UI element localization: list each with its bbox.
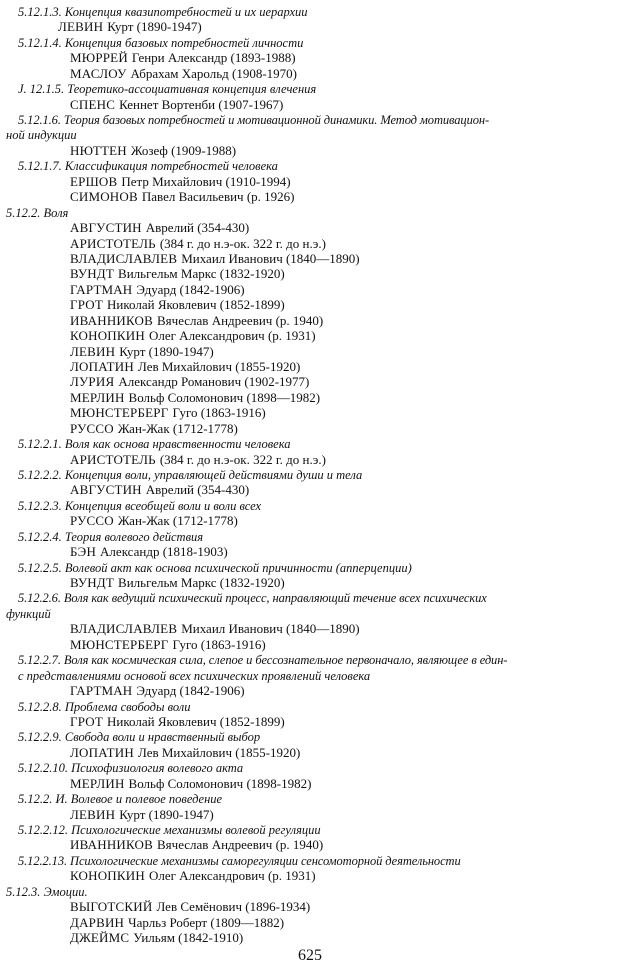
person-surname: МЕРЛИН: [70, 390, 125, 405]
person-details: Эдуард (1842-1906): [136, 282, 245, 297]
person-details: Вильгельм Маркс (1832-1920): [118, 575, 285, 590]
person-entry: [70, 189, 294, 205]
person-entry: [70, 544, 228, 560]
person-details: Чарльз Роберт (1809—1882): [128, 915, 285, 930]
person-surname: МЮНСТЕРБЕРГ: [70, 637, 169, 652]
person-details: Жан-Жак (1712-1778): [117, 421, 238, 436]
person-details: Александр Романович (1902-1977): [118, 374, 310, 389]
person-details: Вильгельм Маркс (1832-1920): [118, 266, 285, 281]
person-surname: КОНОПКИН: [70, 868, 145, 883]
person-entry: [70, 915, 284, 931]
person-surname: ВУНДТ: [70, 575, 115, 590]
person-details: (384 г. до н.э-ок. 322 г. до н.э.): [159, 236, 326, 251]
person-entry: [70, 637, 266, 653]
person-details: Николай Яковлевич (1852-1899): [107, 297, 285, 312]
person-details: Олег Александрович (р. 1931): [148, 868, 316, 883]
person-entry: [70, 266, 285, 282]
person-surname: ЛЕВИН: [70, 344, 116, 359]
person-entry: [70, 251, 360, 267]
section-heading: 5.12.2.3. Концепция всеобщей воли и воли всех: [18, 499, 262, 513]
person-entry: [70, 452, 326, 468]
person-details: Гуго (1863-1916): [172, 637, 266, 652]
person-surname: БЭН: [70, 544, 97, 559]
person-surname: АВГУСТИН: [70, 482, 142, 497]
person-details: Эдуард (1842-1906): [136, 683, 245, 698]
person-details: Курт (1890-1947): [119, 344, 214, 359]
person-entry: [70, 282, 245, 298]
person-entry: [70, 374, 309, 390]
person-entry: [70, 174, 291, 190]
person-entry: [70, 868, 316, 884]
person-entry: [58, 19, 202, 35]
person-details: Аврелий (354-430): [145, 482, 250, 497]
section-heading: 5.12.1.4. Концепция базовых потребностей личности: [18, 36, 304, 50]
person-entry: [70, 66, 297, 82]
section-heading: 5.12.1.7. Классификация потребностей человека: [18, 159, 278, 173]
person-entry: [70, 714, 285, 730]
section-heading: функций: [6, 607, 51, 621]
section-heading: 5.12.2.9. Свобода воли и нравственный выбор: [18, 730, 261, 744]
section-heading: 5.12.2. Воля: [6, 206, 69, 220]
person-entry: [70, 621, 360, 637]
person-surname: МАСЛОУ: [70, 66, 127, 81]
person-details: Кеннет Вортенби (1907-1967): [119, 97, 284, 112]
person-surname: ВЛАДИСЛАВЛЕВ: [70, 621, 178, 636]
person-surname: КОНОПКИН: [70, 328, 145, 343]
section-heading: с представлениями основой всех психических проявлений человека: [18, 669, 371, 683]
person-surname: МЮНСТЕРБЕРГ: [70, 405, 169, 420]
section-heading: 5.12.2.4. Теория волевого действия: [18, 530, 204, 544]
section-heading: 5.12.2.12. Психологические механизмы волевой регуляции: [18, 823, 321, 837]
section-heading: 5.12.2.6. Воля как ведущий психический процесс, направляющий течение всех психических: [18, 591, 487, 605]
person-surname: РУССО: [70, 513, 114, 528]
person-surname: ЛЕВИН: [70, 807, 116, 822]
person-surname: АРИСТОТЕЛЬ: [70, 236, 156, 251]
person-details: Лев Семёнович (1896-1934): [156, 899, 311, 914]
person-surname: ЛУРИЯ: [70, 374, 115, 389]
section-heading: 5.12.2.8. Проблема свободы воли: [18, 700, 191, 714]
section-heading: 5.12.2.13. Психологические механизмы саморегуляции сенсомоторной деятельности: [18, 854, 461, 868]
person-details: Вольф Соломонович (1898—1982): [128, 390, 321, 405]
person-details: Павел Васильевич (р. 1926): [141, 189, 295, 204]
person-details: Лев Михайлович (1855-1920): [137, 745, 301, 760]
person-surname: СПЕНС: [70, 97, 116, 112]
person-entry: [70, 930, 243, 946]
person-entry: [70, 807, 214, 823]
section-heading: 5.12.1.6. Теория базовых потребностей и мотивационной динамики. Метод мотивацион-: [18, 113, 490, 127]
person-entry: [70, 405, 266, 421]
section-heading: 5.12.2. И. Волевое и полевое поведение: [18, 792, 223, 806]
person-surname: ДАРВИН: [70, 915, 125, 930]
person-surname: ГАРТМАН: [70, 282, 133, 297]
person-surname: ЛОПАТИН: [70, 745, 134, 760]
person-surname: ГРОТ: [70, 297, 104, 312]
person-surname: АРИСТОТЕЛЬ: [70, 452, 156, 467]
person-details: Жан-Жак (1712-1778): [117, 513, 238, 528]
person-entry: [70, 390, 320, 406]
person-entry: [70, 837, 323, 853]
person-surname: НЮТТЕН: [70, 143, 127, 158]
person-surname: ГРОТ: [70, 714, 104, 729]
person-entry: [70, 220, 249, 236]
person-entry: [70, 513, 238, 529]
person-details: Александр (1818-1903): [100, 544, 228, 559]
person-surname: АВГУСТИН: [70, 220, 142, 235]
person-details: Аврелий (354-430): [145, 220, 250, 235]
person-entry: [70, 344, 214, 360]
section-heading: 5.12.1.3. Концепция квазипотребностей и их иерархии: [18, 5, 308, 19]
person-details: (384 г. до н.э-ок. 322 г. до н.э.): [159, 452, 326, 467]
person-entry: [70, 97, 283, 113]
person-details: Лев Михайлович (1855-1920): [137, 359, 301, 374]
person-surname: СИМОНОВ: [70, 189, 138, 204]
person-entry: [70, 50, 296, 66]
person-surname: МЕРЛИН: [70, 776, 125, 791]
person-surname: ДЖЕЙМС: [70, 930, 130, 945]
person-surname: ЛЕВИН: [58, 19, 104, 34]
section-heading: 5.12.2.1. Воля как основа нравственности человека: [18, 437, 291, 451]
person-entry: [70, 745, 300, 761]
person-details: Петр Михайлович (1910-1994): [121, 174, 291, 189]
person-surname: ГАРТМАН: [70, 683, 133, 698]
person-details: Гуго (1863-1916): [172, 405, 266, 420]
person-details: Михаил Иванович (1840—1890): [181, 251, 360, 266]
person-entry: [70, 313, 323, 329]
person-entry: [70, 683, 245, 699]
person-details: Вольф Соломонович (1898-1982): [128, 776, 312, 791]
section-heading: 5.12.2.2. Концепция воли, управляющей действиями души и тела: [18, 468, 363, 482]
person-surname: ВЫГОТСКИЙ: [70, 899, 153, 914]
person-details: Олег Александрович (р. 1931): [148, 328, 316, 343]
section-heading: 5.12.2.5. Волевой акт как основа психической причинности (апперцепции): [18, 561, 412, 575]
person-entry: [70, 776, 311, 792]
section-heading: 5.12.3. Эмоции.: [6, 885, 88, 899]
person-details: Курт (1890-1947): [107, 19, 202, 34]
person-details: Уильям (1842-1910): [133, 930, 244, 945]
person-details: Михаил Иванович (1840—1890): [181, 621, 360, 636]
person-surname: МЮРРЕЙ: [70, 50, 128, 65]
person-entry: [70, 482, 249, 498]
person-entry: [70, 143, 236, 159]
section-heading: ной индукции: [6, 128, 77, 142]
section-heading: J. 12.1.5. Теоретико-ассоциативная концепция влечения: [18, 82, 317, 96]
person-entry: [70, 297, 285, 313]
person-details: Николай Яковлевич (1852-1899): [107, 714, 285, 729]
person-details: Абрахам Харольд (1908-1970): [130, 66, 297, 81]
section-heading: 5.12.2.10. Психофизиология волевого акта: [18, 761, 244, 775]
person-surname: ИВАННИКОВ: [70, 837, 153, 852]
person-entry: [70, 575, 285, 591]
person-details: Генри Александр (1893-1988): [131, 50, 296, 65]
person-surname: ЕРШОВ: [70, 174, 118, 189]
person-entry: [70, 421, 238, 437]
person-surname: ВЛАДИСЛАВЛЕВ: [70, 251, 178, 266]
person-details: Вячеслав Андреевич (р. 1940): [157, 837, 324, 852]
person-surname: ЛОПАТИН: [70, 359, 134, 374]
person-details: Вячеслав Андреевич (р. 1940): [157, 313, 324, 328]
person-details: Жозеф (1909-1988): [130, 143, 237, 158]
person-entry: [70, 359, 300, 375]
person-surname: ВУНДТ: [70, 266, 115, 281]
person-surname: ИВАННИКОВ: [70, 313, 153, 328]
person-surname: РУССО: [70, 421, 114, 436]
person-details: Курт (1890-1947): [119, 807, 214, 822]
person-entry: [70, 328, 316, 344]
section-heading: 5.12.2.7. Воля как космическая сила, слепое и бессознательное первоначало, являющее в един-: [18, 653, 508, 667]
person-entry: [70, 236, 326, 252]
person-entry: [70, 899, 310, 915]
page-number: 625: [298, 947, 322, 964]
